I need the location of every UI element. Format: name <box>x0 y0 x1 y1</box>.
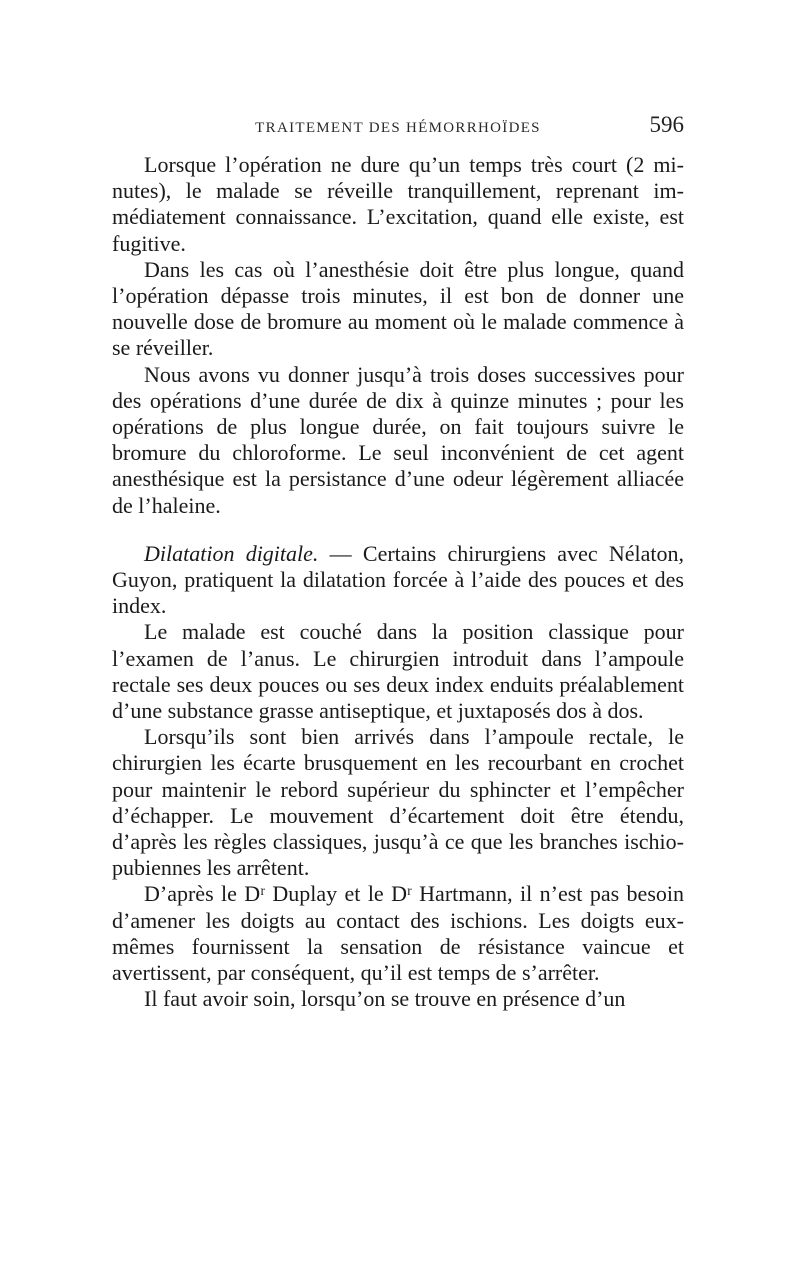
paragraph-patient-position: Le malade est couché dans la position classique pour l’examen de l’anus. Le chirurgien introduit dans l’ampoule rectale ses deux pouces ou ses deux index enduits préalablement d’une substance grasse antiseptique, et juxtaposés dos à dos. <box>112 619 684 724</box>
page-number: 596 <box>649 112 684 137</box>
paragraph-anesthesia-duration: Lorsque l’opération ne dure qu’un temps très court (2 minutes), le malade se réveille tranquillement, reprenant immédiatement connaissance. L’excitation, quand elle existe, est fugitive. <box>112 152 684 256</box>
paragraph-longer-anesthesia: Dans les cas où l’anesthésie doit être plus longue, quand l’opération dépasse trois minutes, il est bon de donner une nouvelle dose de bromure au moment où le malade commence à se réveiller. <box>112 256 684 361</box>
body-text <box>112 152 684 1013</box>
paragraph-continuation: Il faut avoir soin, lorsqu’on se trouve en présence d’un <box>144 986 626 1012</box>
paragraph-spreading-motion: Lorsqu’ils sont bien arrivés dans l’ampoule rectale, le chirurgien les écarte brusquement en les recourbant en crochet pour maintenir le rebord supérieur du sphincter et l’empêcher d’échapper. Le mouvement d’écartement doit être étendu, d’après les règles classiques, jusqu’à ce que les branches ischio-pubiennes les arrêtent. <box>112 724 684 881</box>
running-head <box>112 112 684 144</box>
section-title: Dilatation digitale. <box>144 540 319 566</box>
section-spacer <box>112 519 684 541</box>
running-title: TRAITEMENT DES HÉMORRHOÏDES <box>255 120 541 136</box>
paragraph-duplay-hartmann: D’après le Dʳ Duplay et le Dʳ Hartmann, il n’est pas besoin d’amener les doigts au contact des ischions. Les doigts eux-mêmes fournissent la sensation de résistance vaincue et avertissent, par conséquent, qu’il est temps de s’arrêter. <box>112 881 684 986</box>
section-intro-text: — Certains chirurgiens avec Nélaton, Guyon, pratiquent la dilatation forcée à l’aide des pouces et des index. <box>112 540 684 619</box>
section-intro-paragraph <box>112 541 684 620</box>
paragraph-successive-doses: Nous avons vu donner jusqu’à trois doses successives pour des opérations d’une durée de dix à quinze minutes ; pour les opérations de plus longue durée, on fait toujours suivre le bromure du chloroforme. Le seul inconvénient de cet agent anesthésique est la persistance d’une odeur légèrement alliacée de l’haleine. <box>112 361 684 518</box>
